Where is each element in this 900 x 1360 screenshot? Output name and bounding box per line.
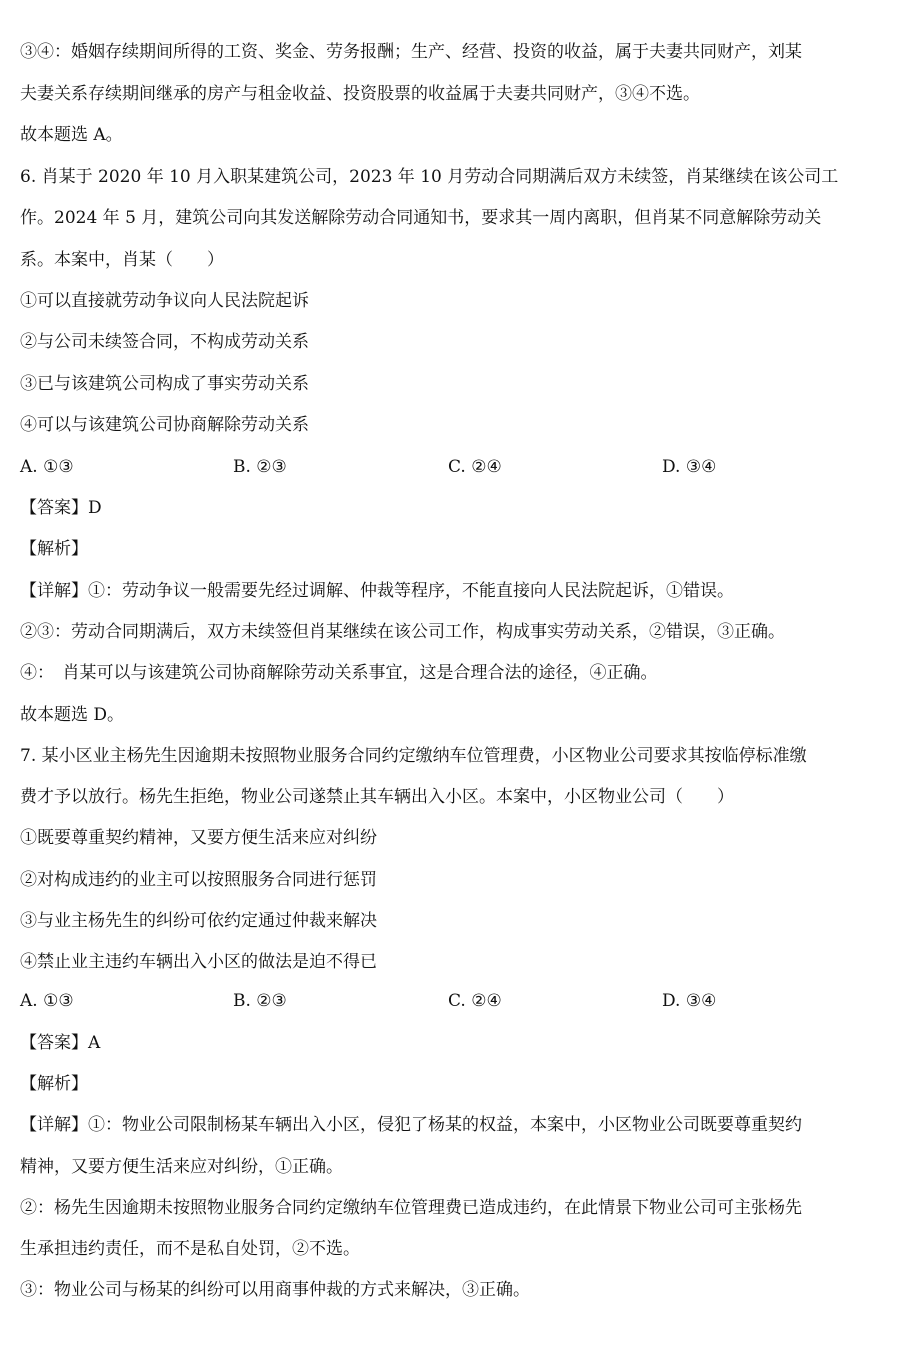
q7-item-4: ④禁止业主违约车辆出入小区的做法是迫不得已 [20,952,377,972]
intro-conclusion: 故本题选 A。 [20,125,123,145]
q6-stem-line-3: 系。本案中，肖某（ ） [20,250,224,270]
q6-stem-line-1: 6. 肖某于 2020 年 10 月入职某建筑公司，2023 年 10 月劳动合同期满后双方未续签，肖某继续在该公司工 [20,167,839,187]
q6-conclusion: 故本题选 D。 [20,705,125,725]
q6-item-4: ④可以与该建筑公司协商解除劳动关系 [20,415,309,435]
q6-analysis-label: 【解析】 [20,539,88,559]
q7-option-a: A. ①③ [20,991,74,1011]
q7-item-1: ①既要尊重契约精神，又要方便生活来应对纠纷 [20,828,377,848]
q6-stem-line-2: 作。2024 年 5 月，建筑公司向其发送解除劳动合同通知书，要求其一周内离职，但肖某不同意解除劳动关 [20,208,822,228]
q7-detail-2b: 生承担违约责任，而不是私自处罚，②不选。 [20,1239,360,1259]
q7-detail-1a: 【详解】①：物业公司限制杨某车辆出入小区，侵犯了杨某的权益，本案中，小区物业公司既要尊重契约 [20,1115,802,1135]
q7-detail-3: ③：物业公司与杨某的纠纷可以用商事仲裁的方式来解决，③正确。 [20,1280,530,1300]
q7-detail-1b: 精神，又要方便生活来应对纠纷，①正确。 [20,1157,343,1177]
q6-detail-2: ②③：劳动合同期满后，双方未续签但肖某继续在该公司工作，构成事实劳动关系，②错误，③正确。 [20,622,785,642]
intro-line-1: ③④：婚姻存续期间所得的工资、奖金、劳务报酬；生产、经营、投资的收益，属于夫妻共同财产，刘某 [20,42,802,62]
q6-detail-1: 【详解】①：劳动争议一般需要先经过调解、仲裁等程序，不能直接向人民法院起诉，①错误。 [20,581,734,601]
q7-option-b: B. ②③ [233,991,287,1011]
q6-option-c: C. ②④ [448,457,502,477]
q7-stem-line-2: 费才予以放行。杨先生拒绝，物业公司遂禁止其车辆出入小区。本案中，小区物业公司（ ） [20,787,734,807]
q7-item-2: ②对构成违约的业主可以按照服务合同进行惩罚 [20,870,377,890]
q6-detail-3: ④： 肖某可以与该建筑公司协商解除劳动关系事宜，这是合理合法的途径，④正确。 [20,663,658,683]
q7-answer: 【答案】A [20,1033,101,1053]
q7-stem-line-1: 7. 某小区业主杨先生因逾期未按照物业服务合同约定缴纳车位管理费，小区物业公司要求其按临停标准缴 [20,746,807,766]
q7-detail-2a: ②：杨先生因逾期未按照物业服务合同约定缴纳车位管理费已造成违约，在此情景下物业公司可主张杨先 [20,1198,802,1218]
intro-line-2: 夫妻关系存续期间继承的房产与租金收益、投资股票的收益属于夫妻共同财产，③④不选。 [20,84,700,104]
q6-option-b: B. ②③ [233,457,287,477]
q6-answer: 【答案】D [20,498,102,518]
q6-option-d: D. ③④ [662,457,717,477]
q7-analysis-label: 【解析】 [20,1074,88,1094]
q7-option-c: C. ②④ [448,991,502,1011]
q6-item-2: ②与公司未续签合同，不构成劳动关系 [20,332,309,352]
q6-item-1: ①可以直接就劳动争议向人民法院起诉 [20,291,309,311]
q7-item-3: ③与业主杨先生的纠纷可依约定通过仲裁来解决 [20,911,377,931]
q6-option-a: A. ①③ [20,457,74,477]
q6-item-3: ③已与该建筑公司构成了事实劳动关系 [20,374,309,394]
q7-option-d: D. ③④ [662,991,717,1011]
